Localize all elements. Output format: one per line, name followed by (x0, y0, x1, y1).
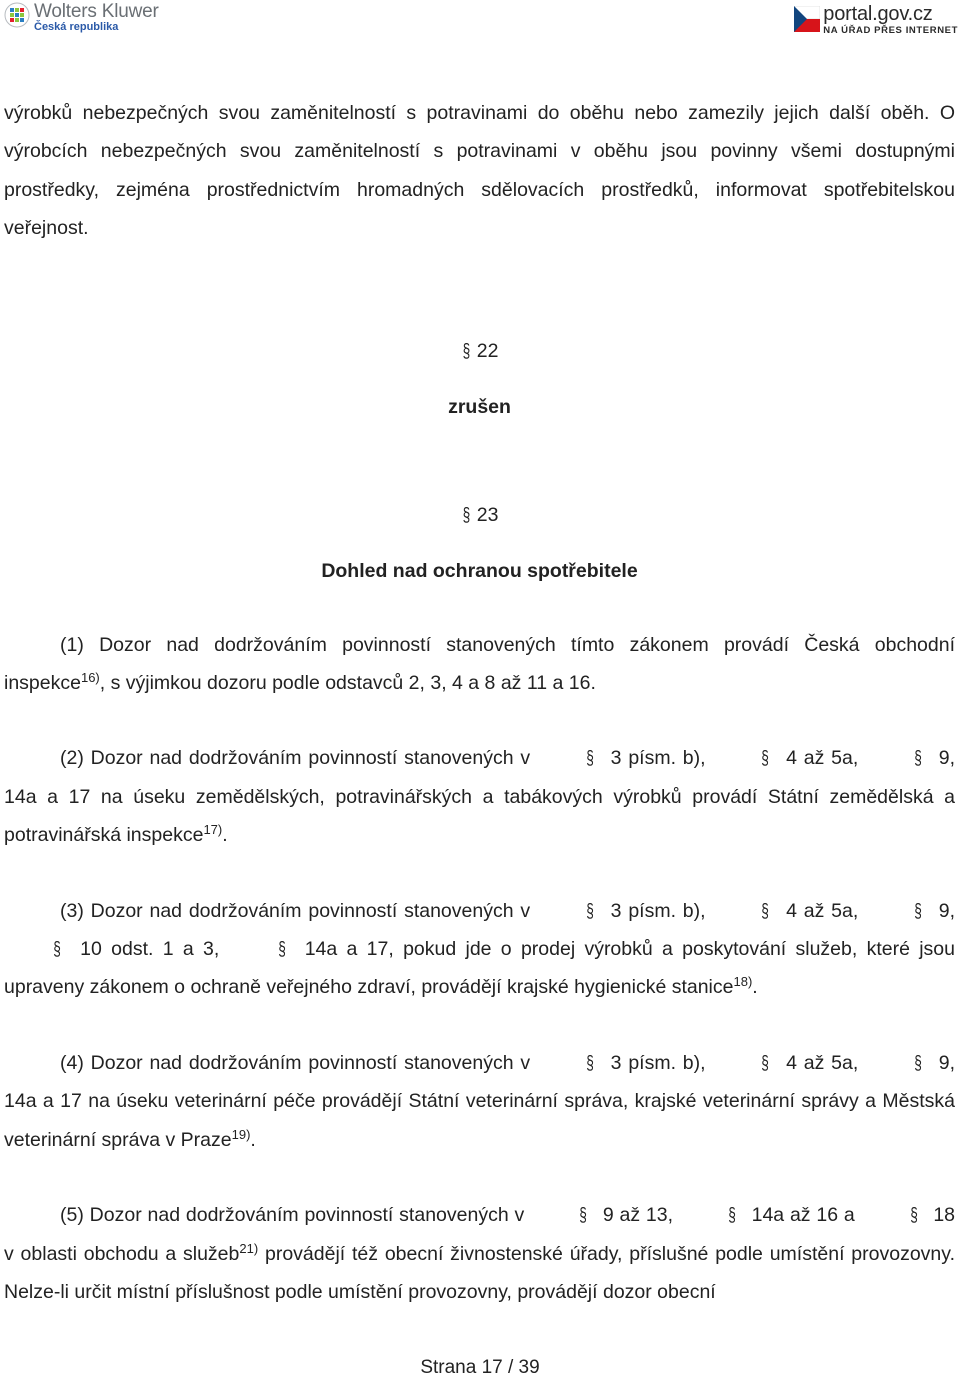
paragraph-3-ref-c: 9, (938, 899, 956, 922)
paragraph-2 (4, 739, 955, 854)
wolters-kluwer-subtitle: Česká republika (34, 21, 119, 33)
paragraph-5-text: (5) Dozor nad dodržováním povinností stanovených v (60, 1204, 525, 1227)
section-sign: § (914, 1051, 922, 1074)
paragraph-5-ref-a: 9 až 13, (602, 1204, 674, 1227)
section-22-heading (4, 332, 955, 370)
portal-gov-name: portal.gov.cz (823, 3, 933, 25)
section-sign: § (909, 1204, 918, 1227)
wolters-kluwer-name: Wolters Kluwer (34, 1, 159, 22)
section-sign: § (914, 747, 922, 770)
footnote-ref-19: 19) (231, 1126, 251, 1142)
wolters-kluwer-logo (4, 2, 159, 33)
paragraph-3 (4, 892, 955, 1007)
section-23-number: 23 (476, 503, 499, 526)
section-sign: § (462, 503, 470, 526)
section-sign: § (728, 1204, 736, 1227)
paragraph-1-text: (1) Dozor nad dodržováním povinností stanovených tímto zákonem provádí Česká obchodní inspekce (4, 633, 955, 695)
paragraph-3-ref-d: 10 odst. 1 a 3, (80, 938, 220, 961)
paragraph-5-text-main: 18 v oblasti obchodu a služeb (4, 1204, 956, 1265)
section-23-heading (4, 496, 955, 534)
section-sign: § (586, 747, 594, 770)
section-sign: § (761, 747, 770, 770)
section-sign: § (761, 899, 770, 922)
document-body (4, 94, 955, 1311)
section-sign: § (53, 938, 61, 961)
footnote-ref-16: 16) (80, 670, 100, 686)
section-sign: § (586, 899, 594, 922)
footnote-ref-17: 17) (203, 822, 223, 838)
wolters-kluwer-logo-icon (4, 2, 30, 28)
paragraph-3-text-main: 14a a 17, pokud jde o prodej výrobků a poskytování služeb, které jsou upraveny zákonem o ochraně veřejného zdraví, provádějí krajské hygienické stanice (4, 938, 955, 999)
page-header (0, 0, 960, 44)
paragraph-4 (4, 1044, 955, 1159)
portal-gov-subtitle: NA ÚŘAD PŘES INTERNET (823, 25, 958, 36)
paragraph-2-ref-b: 4 až 5a, (786, 747, 859, 770)
paragraph-3-ref-a: 3 písm. b), (610, 899, 706, 922)
paragraph-4-text: (4) Dozor nad dodržováním povinností stanovených v (60, 1051, 531, 1074)
paragraph-1 (4, 626, 955, 703)
section-23-title: Dohled nad ochranou spotřebitele (321, 559, 638, 582)
paragraph-4-text-main: 9, 14a a 17 na úseku veterinární péče provádějí Státní veterinární správa, krajské veterinární správy a Městská veterinární správa v Praze (4, 1051, 956, 1151)
section-sign: § (277, 938, 286, 961)
footnote-ref-21: 21) (239, 1240, 259, 1256)
paragraph-5-text-end: provádějí též obecní živnostenské úřady, příslušné podle umístění provozovny. Nelze-li určit místní příslušnost podle umístění provozovny, provádějí dozor obecní (4, 1242, 955, 1303)
paragraph-intro: výrobků nebezpečných svou zaměnitelností s potravinami do oběhu nebo zamezily jejich další oběh. O výrobcích nebezpečných svou zaměnitelností s potravinami v oběhu jsou povinny všemi dostupnými prostředky, zejména prostřednictvím hromadných sdělovacích prostředků, informovat spotřebitelskou veřejnost. (4, 102, 955, 240)
section-22-title: zrušen (448, 395, 511, 418)
section-sign: § (462, 339, 470, 362)
paragraph-4-end: . (250, 1128, 256, 1151)
paragraph-5 (4, 1196, 955, 1311)
paragraph-3-end: . (752, 976, 758, 999)
section-sign: § (579, 1204, 587, 1227)
section-sign: § (586, 1051, 594, 1074)
paragraph-2-text: (2) Dozor nad dodržováním povinností stanovených v (60, 747, 531, 770)
paragraph-4-ref-a: 3 písm. b), (610, 1051, 706, 1074)
paragraph-3-text: (3) Dozor nad dodržováním povinností stanovených v (60, 899, 531, 922)
paragraph-1-text-end: , s výjimkou dozoru podle odstavců 2, 3, 4 a 8 až 11 a 16. (99, 672, 596, 695)
paragraph-2-ref-a: 3 písm. b), (610, 747, 706, 770)
paragraph-4-ref-b: 4 až 5a, (786, 1051, 859, 1074)
page-number: Strana 17 / 39 (420, 1357, 540, 1378)
paragraph-3-ref-b: 4 až 5a, (786, 899, 859, 922)
paragraph-5-ref-b: 14a až 16 a (751, 1204, 855, 1227)
section-sign: § (761, 1051, 770, 1074)
czech-flag-logo-icon (794, 6, 820, 32)
paragraph-2-end: . (222, 824, 228, 847)
section-22-number: 22 (476, 339, 499, 362)
section-sign: § (914, 899, 922, 922)
footnote-ref-18: 18) (733, 974, 753, 990)
portal-gov-logo (794, 4, 958, 36)
paragraph-2-text-main: 9, 14a a 17 na úseku zemědělských, potravinářských a tabákových výrobků provádí Státní zemědělská a potravinářská inspekce (4, 747, 956, 847)
